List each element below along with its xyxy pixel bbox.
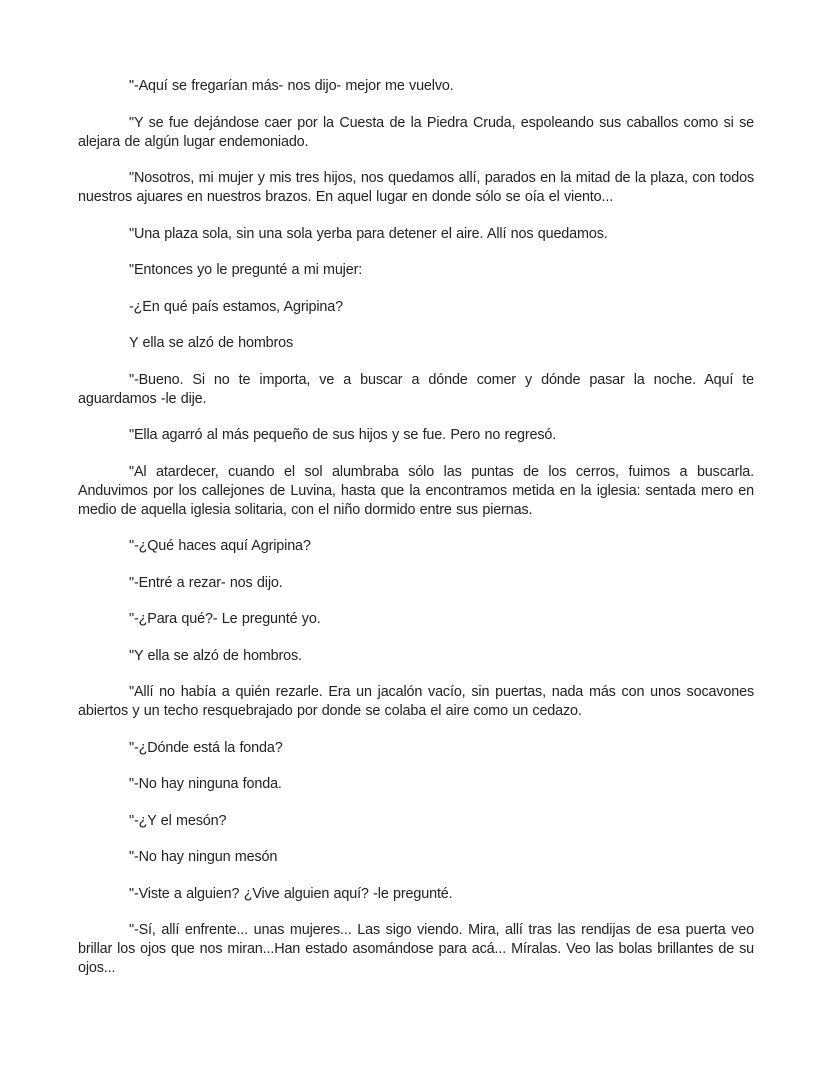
paragraph-13: "-¿Para qué?- Le pregunté yo. bbox=[129, 611, 321, 627]
paragraph-15: "Allí no había a quién rezarle. Era un jacalón vacío, sin puertas, nada más con unos socavones abiertos y un techo resquebrajado por donde se colaba el aire como un cedazo. bbox=[78, 684, 754, 719]
paragraph-7: Y ella se alzó de hombros bbox=[129, 335, 294, 351]
paragraph-21: "-Sí, allí enfrente... unas mujeres... Las sigo viendo. Mira, allí tras las rendijas de esa puerta veo brillar los ojos que nos miran...Han estado asomándose para acá... Míralas. Veo las bolas brillantes de su ojos... bbox=[78, 922, 754, 976]
paragraph-20: "-Viste a alguien? ¿Vive alguien aquí? -le pregunté. bbox=[129, 885, 453, 902]
paragraph-6: -¿En qué país estamos, Agripina? bbox=[129, 298, 343, 315]
paragraph-14: "Y ella se alzó de hombros. bbox=[129, 647, 302, 664]
paragraph-19: "-No hay ningun mesón bbox=[129, 849, 278, 865]
paragraph-4: "Una plaza sola, sin una sola yerba para detener el aire. Allí nos quedamos. bbox=[129, 225, 608, 242]
paragraph-5: "Entonces yo le pregunté a mi mujer: bbox=[129, 262, 363, 278]
paragraph-8: "-Bueno. Si no te importa, ve a buscar a dónde comer y dónde pasar la noche. Aquí te aguardamos -le dije. bbox=[78, 371, 754, 407]
paragraph-18: "-¿Y el mesón? bbox=[129, 812, 227, 829]
paragraph-10: "Al atardecer, cuando el sol alumbraba sólo las puntas de los cerros, fuimos a buscarla. Anduvimos por los callejones de Luvina, hasta que la encontramos metida en la iglesia: sentada mero en medio de aquella iglesia solitaria, con el niño dormido entre sus piernas. bbox=[78, 463, 754, 518]
paragraph-16: "-¿Dónde está la fonda? bbox=[129, 739, 283, 756]
paragraph-9: "Ella agarró al más pequeño de sus hijos y se fue. Pero no regresó. bbox=[129, 427, 557, 443]
paragraph-11: "-¿Qué haces aquí Agripina? bbox=[129, 538, 311, 554]
paragraph-3: "Nosotros, mi mujer y mis tres hijos, nos quedamos allí, parados en la mitad de la plaza, con todos nuestros ajuares en nuestros brazos. En aquel lugar en donde sólo se oía el viento... bbox=[78, 170, 754, 205]
paragraph-1: "-Aquí se fregarían más- nos dijo- mejor me vuelvo. bbox=[129, 78, 454, 94]
paragraph-12: "-Entré a rezar- nos dijo. bbox=[129, 574, 283, 591]
document-page bbox=[78, 77, 754, 996]
paragraph-17: "-No hay ninguna fonda. bbox=[129, 776, 282, 792]
paragraph-2: "Y se fue dejándose caer por la Cuesta de la Piedra Cruda, espoleando sus caballos como si se alejara de algún lugar endemoniado. bbox=[78, 114, 754, 150]
